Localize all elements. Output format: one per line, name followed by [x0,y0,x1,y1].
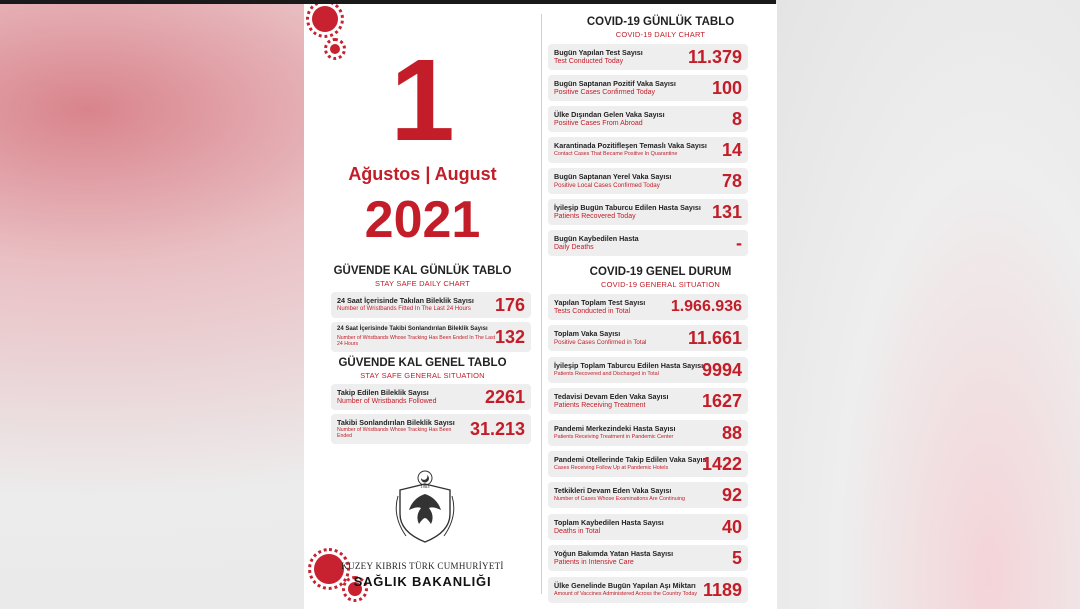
row-label-tr: Tetkikleri Devam Eden Vaka Sayısı [554,486,672,496]
row-label-tr: Bugün Kaybedilen Hasta [554,234,639,243]
row-value: 132 [494,327,525,347]
covid-daily-row [548,230,748,256]
background-right [776,0,1080,609]
row-value: 11.661 [687,328,742,349]
covid-general-row [548,294,748,320]
row-value: 31.213 [469,419,525,439]
covid-general-row [548,482,748,508]
footer-country: KUZEY KIBRIS TÜRK CUMHURİYETİ [341,561,504,571]
stay-safe-general-title: GÜVENDE KAL GENEL TABLO [338,357,507,369]
row-value: 14 [721,140,742,160]
covid-general-row [548,357,748,383]
row-value: 176 [494,295,525,315]
row-label-en: Positive Cases Confirmed Today [554,89,656,96]
row-value: 1.966.936 [670,298,742,315]
row-value: 78 [721,171,742,191]
row-value: 2261 [484,387,525,407]
footer-ministry: SAĞLIK BAKANLIĞI [353,574,492,589]
row-value: 100 [711,78,742,98]
state-emblem-icon [390,466,460,546]
covid-general-row [548,451,748,477]
date-year: 2021 [364,191,481,249]
row-label-en: Patients Recovered and Discharged in Total [554,370,659,377]
row-value: 8 [731,109,742,129]
row-value: - [736,233,742,253]
covid-general-row [548,577,748,603]
covid-daily-title: COVID-19 GÜNLÜK TABLO [586,16,735,28]
covid-daily-row [548,137,748,163]
row-label-en: Patients in Intensive Care [554,559,634,567]
row-label-tr: 24 Saat İçerisinde Takılan Bileklik Sayısı [337,296,474,305]
infographic-poster [304,4,777,609]
row-label-tr: Bugün Yapılan Test Sayısı [554,48,643,57]
row-label-tr: Yoğun Bakımda Yatan Hasta Sayısı [554,549,674,559]
date-month: Ağustos | August [348,164,497,184]
row-value: 92 [721,485,742,506]
row-label-en: Number of Wristbands Fitted In The Last 24 Hours [337,306,471,312]
row-label-en: Positive Local Cases Confirmed Today [554,182,660,189]
stay-safe-daily-title: GÜVENDE KAL GÜNLÜK TABLO [333,265,512,277]
row-value: 1422 [701,454,742,474]
row-label-tr: Takibi Sonlandırılan Bileklik Sayısı [337,418,455,427]
row-label-en: Positive Cases Confirmed in Total [554,339,647,347]
covid-general-row [548,545,748,571]
row-value: 11.379 [687,47,742,67]
row-label-en: Number of Wristbands Whose Tracking Has Been Ended [337,427,452,439]
covid-general-subtitle: COVID-19 GENERAL SITUATION [601,280,720,289]
row-label-tr: İyileşip Bugün Taburcu Edilen Hasta Sayısı [554,203,701,212]
row-label-tr: Takip Edilen Bileklik Sayısı [337,388,429,397]
covid-general-row [548,420,748,446]
row-label-tr: Bugün Saptanan Pozitif Vaka Sayısı [554,79,676,88]
row-label-en: Test Conducted Today [554,58,624,65]
stay-safe-general-row [331,414,531,444]
stay-safe-daily-subtitle: STAY SAFE DAILY CHART [374,279,471,288]
coronavirus-icon [312,6,338,32]
row-label-en: Daily Deaths [554,244,594,251]
covid-daily-row [548,199,748,225]
row-label-en: Patients Receiving Treatment [554,402,646,410]
covid-general-row [548,514,748,540]
row-value: 88 [721,422,742,443]
row-label-en: Contact Cases That Became Positive In Quarantine [554,151,678,157]
row-label-tr: Toplam Vaka Sayısı [554,329,621,339]
stay-safe-general-subtitle: STAY SAFE GENERAL SITUATION [360,371,485,380]
row-label-tr: İyileşip Toplam Taburcu Edilen Hasta Sayısı [554,360,704,370]
row-label-en: Amount of Vaccines Administered Across the Country Today [554,590,698,597]
row-label-tr: Ülke Dışından Gelen Vaka Sayısı [554,110,665,119]
row-label-en: Number of Cases Whose Examinations Are Continuing [554,496,685,503]
emblem-year: 1983 [420,484,430,489]
row-label-tr: Toplam Kaybedilen Hasta Sayısı [554,517,664,527]
date-day: 1 [390,35,455,165]
row-label-tr: Yapılan Toplam Test Sayısı [554,298,646,307]
covid-daily-row [548,168,748,194]
covid-general-row [548,325,748,351]
covid-daily-row [548,44,748,70]
covid-daily-subtitle: COVID-19 DAILY CHART [615,30,706,39]
row-label-en: Positive Cases From Abroad [554,120,643,127]
covid-daily-row [548,106,748,132]
row-label-tr: Tedavisi Devam Eden Vaka Sayısı [554,392,669,402]
row-label-tr: Bugün Saptanan Yerel Vaka Sayısı [554,172,672,181]
row-label-tr: Pandemi Otellerinde Takip Edilen Vaka Sayısı [554,455,709,464]
row-value: 40 [721,516,742,537]
row-label-en: Patients Recovered Today [554,213,636,220]
column-divider [541,14,542,594]
row-value: 5 [731,548,742,569]
row-value: 131 [711,202,742,222]
row-label-tr: Karantinada Pozitifleşen Temaslı Vaka Sayısı [554,141,707,150]
stay-safe-general-row [331,384,531,410]
row-label-en: Deaths in Total [554,527,601,535]
row-label-tr: Pandemi Merkezindeki Hasta Sayısı [554,423,676,433]
covid-daily-row [548,75,748,101]
covid-general-row [548,388,748,414]
covid-general-title: COVID-19 GENEL DURUM [589,266,732,278]
row-value: 1627 [701,391,742,412]
row-label-en: Number of Wristbands Whose Tracking Has Been Ended In The Last 24 Hours [337,335,496,347]
row-label-en: Number of Wristbands Followed [337,398,437,405]
stay-safe-daily-row [331,292,531,318]
row-label-tr: Ülke Genelinde Bugün Yapılan Aşı Miktarı [554,580,696,590]
row-label-en: Patients Receiving Treatment in Pandemic Center [554,433,674,440]
row-value: 1189 [702,579,742,600]
row-value: 9994 [701,359,742,380]
row-label-en: Cases Receiving Follow Up at Pandemic Hotels [554,465,669,471]
row-label-tr: 24 Saat İçerisinde Takibi Sonlandırılan Bileklik Sayısı [337,326,488,332]
stay-safe-daily-row [331,322,531,352]
row-label-en: Tests Conducted in Total [554,308,631,315]
